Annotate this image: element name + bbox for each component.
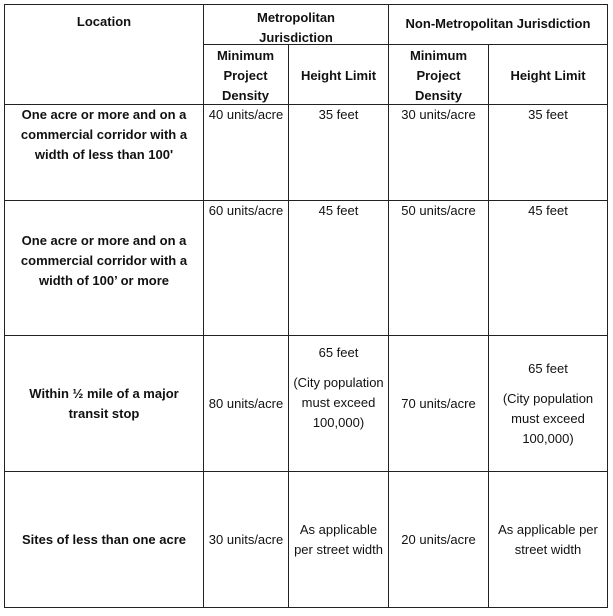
height-value: As applicable per street width	[294, 521, 383, 557]
height-note: (City population must exceed 100,000)	[502, 390, 594, 446]
header-height-limit-text: Height Limit	[300, 68, 377, 83]
height-value: 35 feet	[318, 107, 359, 122]
row-3-metro-density	[207, 336, 285, 471]
header-non-metropolitan-text: Non-Metropolitan Jurisdiction	[405, 16, 591, 31]
row-1-nonmetro-height	[489, 105, 607, 125]
density-value: 20 units/acre	[401, 531, 476, 547]
row-4-location	[10, 472, 198, 607]
density-value: 30 units/acre	[208, 531, 284, 547]
density-value: 60 units/acre	[208, 203, 284, 218]
row-1-location	[10, 105, 198, 165]
header-nonmetro-height-limit	[489, 66, 607, 86]
header-metropolitan-text: Metropolitan Jurisdiction	[257, 10, 335, 45]
header-min-density-text: Minimum Project Density	[409, 48, 468, 103]
density-value: 30 units/acre	[401, 107, 476, 122]
header-location-text: Location	[76, 14, 132, 29]
header-metro-height-limit	[289, 66, 388, 86]
table-border-right	[607, 4, 608, 608]
location-text: One acre or more and on a commercial corridor with a width of less than 100'	[20, 107, 188, 162]
header-location	[5, 12, 203, 32]
height-value: 65 feet	[318, 345, 359, 360]
row-4-nonmetro-height	[491, 472, 605, 607]
header-height-limit-text: Height Limit	[510, 68, 586, 83]
header-metro-min-density	[208, 46, 283, 106]
height-value: As applicable per street width	[498, 521, 598, 557]
row-3-nonmetro-density	[389, 336, 488, 471]
row-2-nonmetro-density	[393, 201, 484, 221]
row-1-nonmetro-density	[393, 105, 484, 125]
row-4-metro-height	[289, 472, 388, 607]
table-border-bottom	[4, 607, 608, 608]
row-2-location	[10, 231, 198, 291]
header-nonmetro-min-density	[396, 46, 481, 106]
row-2-nonmetro-height	[489, 201, 607, 221]
height-value: 45 feet	[528, 203, 568, 218]
density-value: 80 units/acre	[208, 395, 284, 411]
location-text: Sites of less than one acre	[21, 531, 186, 547]
density-value: 40 units/acre	[208, 107, 284, 122]
row-2-metro-density	[207, 201, 285, 221]
table-border-top	[4, 4, 608, 5]
density-value: 50 units/acre	[401, 203, 476, 218]
row-4-nonmetro-density	[389, 472, 488, 607]
height-value: 65 feet	[528, 360, 568, 376]
row-4-metro-density	[207, 472, 285, 607]
height-note: (City population must exceed 100,000)	[293, 375, 384, 430]
height-value: 35 feet	[528, 107, 568, 122]
location-text: Within ½ mile of a major transit stop	[29, 385, 179, 421]
height-value: 45 feet	[318, 203, 359, 218]
row-3-nonmetro-height	[491, 336, 605, 471]
column-divider	[488, 44, 489, 608]
header-non-metropolitan	[389, 14, 607, 34]
zoning-table	[4, 4, 608, 608]
table-border-left	[4, 4, 5, 608]
header-min-density-text: Minimum Project Density	[216, 48, 275, 103]
row-1-metro-height	[289, 105, 388, 125]
row-3-metro-height	[289, 343, 388, 433]
row-3-location	[10, 336, 198, 471]
location-text: One acre or more and on a commercial corridor with a width of 100’ or more	[20, 233, 188, 288]
density-value: 70 units/acre	[401, 395, 476, 411]
row-2-metro-height	[289, 201, 388, 221]
column-divider	[203, 4, 204, 608]
row-1-metro-density	[207, 105, 285, 125]
header-metropolitan	[229, 8, 363, 48]
